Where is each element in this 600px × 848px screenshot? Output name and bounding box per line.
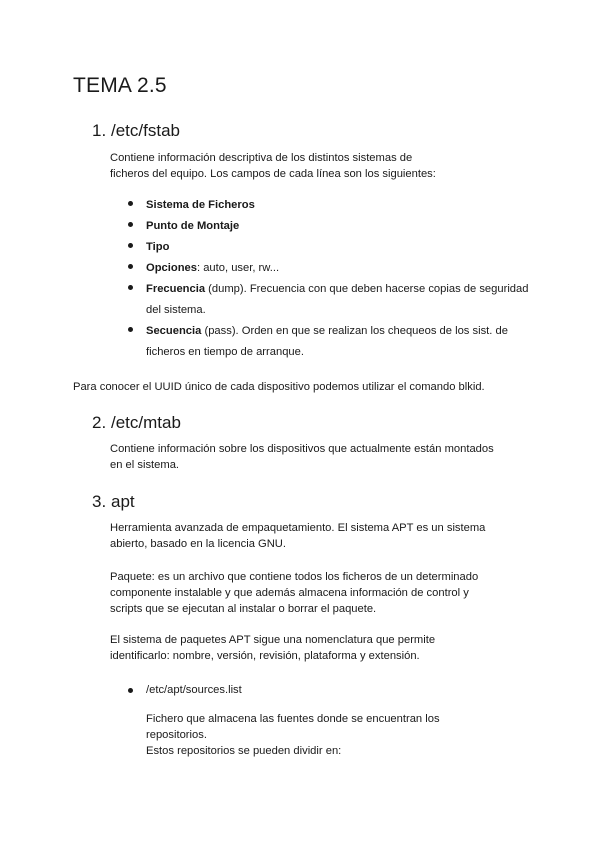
sources-list-label: /etc/apt/sources.list: [146, 684, 242, 696]
section-2-number: 2.: [92, 413, 107, 432]
bullet-icon: [128, 264, 133, 269]
field-name: Secuencia: [146, 325, 202, 337]
bullet-icon: [128, 222, 133, 227]
apt-paragraph-2: Paquete: es un archivo que contiene todos los ficheros de un determinado componente instalable y que además almacena información de control y scripts que se ejecutan al instalar o borrar el paquete.: [110, 571, 479, 615]
section-2-heading: /etc/mtab: [111, 413, 181, 432]
section-3-heading: apt: [111, 492, 135, 511]
field-desc: (dump). Frecuencia con que deben hacerse copias de seguridad del sistema.: [146, 283, 529, 316]
bullet-icon: [128, 201, 133, 206]
section-1-number: 1.: [92, 121, 107, 140]
section-1-heading: /etc/fstab: [111, 121, 180, 140]
sources-list-description: Fichero que almacena las fuentes donde se encuentran los repositorios. Estos repositorios se pueden dividir en:: [146, 713, 440, 757]
bullet-icon: [128, 285, 133, 290]
sources-list-item: [128, 682, 548, 702]
page-title: TEMA 2.5: [73, 74, 167, 97]
section-2-intro: Contiene información sobre los dispositivos que actualmente están montados en el sistema.: [110, 443, 494, 471]
bullet-icon: [128, 688, 133, 693]
field-name: Opciones: [146, 262, 197, 274]
field-desc: (pass). Orden en que se realizan los chequeos de los sist. de ficheros en tiempo de arranque.: [146, 325, 508, 358]
apt-paragraph-1: Herramienta avanzada de empaquetamiento. El sistema APT es un sistema abierto, basado en la licencia GNU.: [110, 522, 486, 550]
field-name: Sistema de Ficheros: [146, 199, 255, 211]
uuid-note: Para conocer el UUID único de cada dispositivo podemos utilizar el comando blkid.: [73, 381, 485, 393]
field-name: Punto de Montaje: [146, 220, 240, 232]
field-name: Tipo: [146, 241, 170, 253]
field-name: Frecuencia: [146, 283, 206, 295]
bullet-icon: [128, 243, 133, 248]
fstab-fields-list: [128, 195, 538, 365]
section-1-intro: Contiene información descriptiva de los distintos sistemas de ficheros del equipo. Los campos de cada línea son los siguientes:: [110, 152, 436, 180]
section-3-number: 3.: [92, 492, 107, 511]
apt-paragraph-3: El sistema de paquetes APT sigue una nomenclatura que permite identificarlo: nombre, versión, revisión, plataforma y extensión.: [110, 634, 436, 662]
field-desc: : auto, user, rw...: [196, 262, 280, 274]
bullet-icon: [128, 327, 133, 332]
